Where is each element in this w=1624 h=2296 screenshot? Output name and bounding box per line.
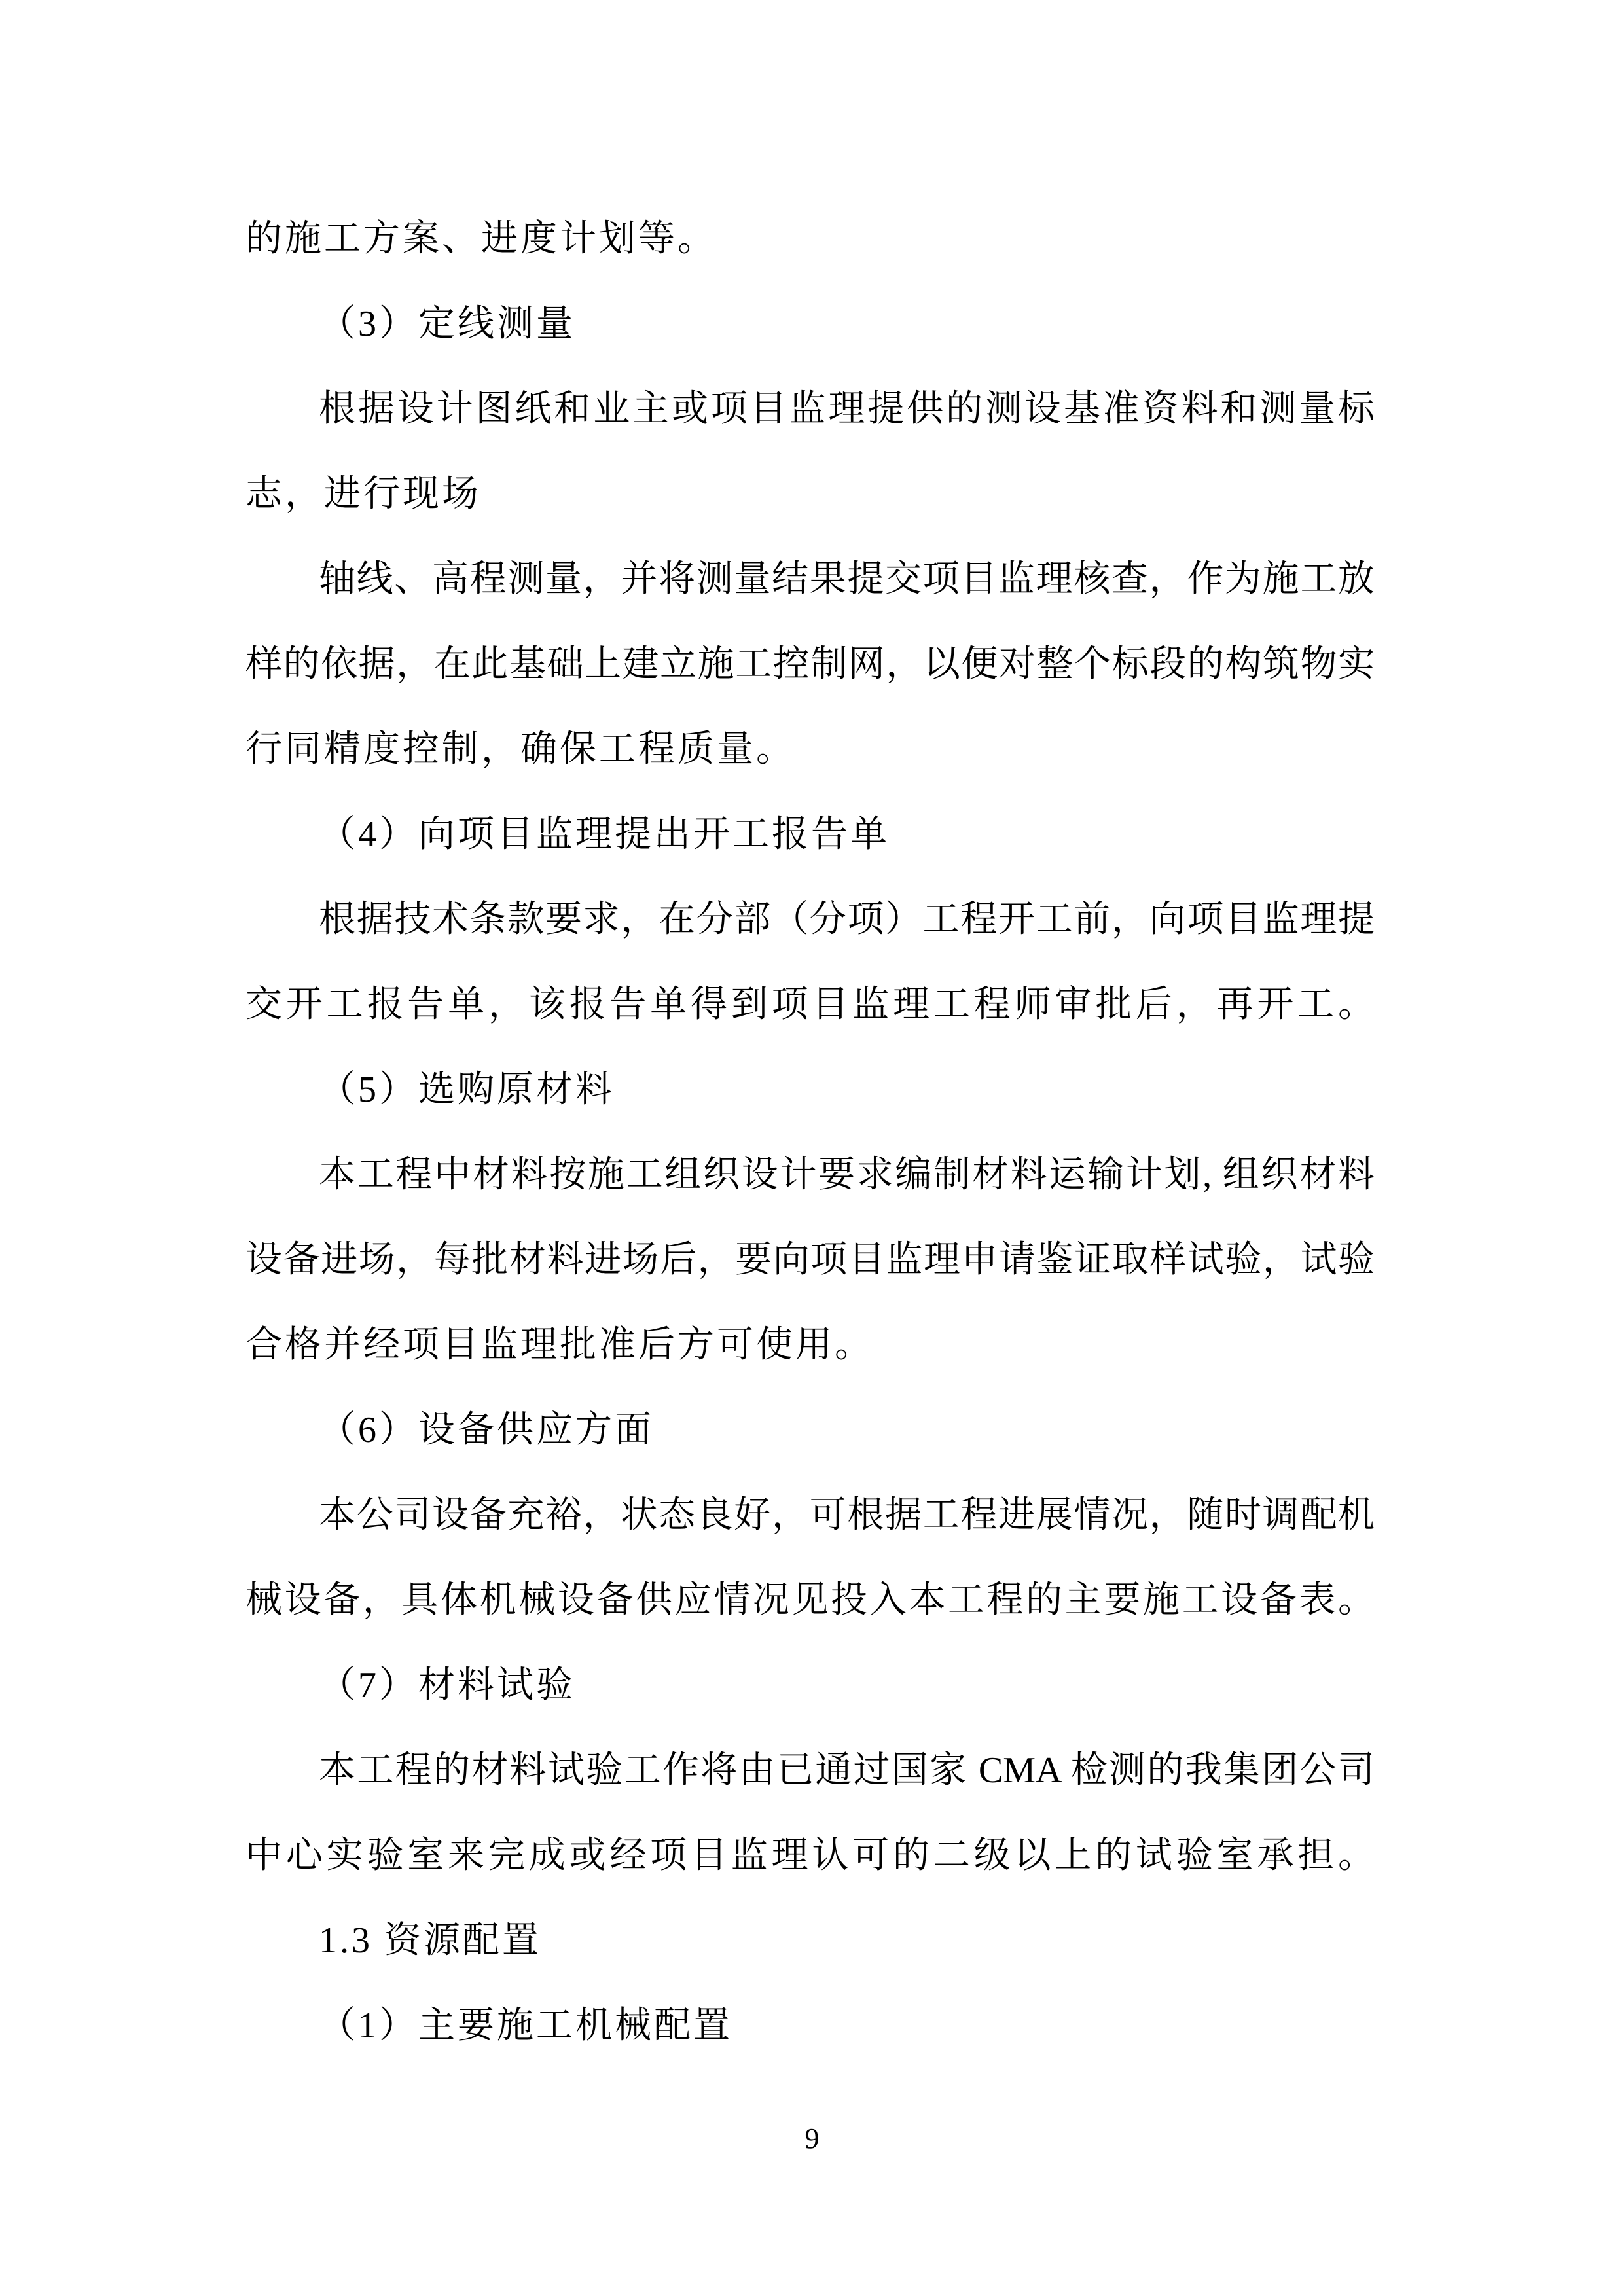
body-line: 械设备，具体机械设备供应情况见投入本工程的主要施工设备表。 (245, 1580, 1375, 1621)
heading-line: 1.3 资源配置 (319, 1920, 541, 1961)
body-line: 本工程的材料试验工作将由已通过国家 CMA 检测的我集团公司 (319, 1750, 1375, 1791)
page-content (245, 196, 1375, 2068)
body-line: 交开工报告单，该报告单得到项目监理工程师审批后，再开工。 (245, 984, 1375, 1025)
body-line: 根据技术条款要求，在分部（分项）工程开工前，向项目监理提 (319, 899, 1375, 940)
body-line: 中心实验室来完成或经项目监理认可的二级以上的试验室承担。 (245, 1835, 1375, 1876)
body-line: 轴线、高程测量，并将测量结果提交项目监理核查，作为施工放 (319, 559, 1375, 600)
heading-line: （1）主要施工机械配置 (319, 2005, 732, 2046)
body-line: 志，进行现场 (245, 474, 481, 514)
body-line: 根据设计图纸和业主或项目监理提供的测设基准资料和测量标 (319, 389, 1375, 429)
heading-line: （5）选购原材料 (319, 1069, 615, 1110)
body-line: 设备进场，每批材料进场后，要向项目监理申请鉴证取样试验，试验 (245, 1240, 1375, 1280)
heading-line: （6）设备供应方面 (319, 1410, 654, 1450)
body-line: 本公司设备充裕，状态良好，可根据工程进展情况，随时调配机 (319, 1495, 1375, 1535)
body-line: 样的依据，在此基础上建立施工控制网，以便对整个标段的构筑物实 (245, 644, 1375, 685)
body-line: 的施工方案、进度计划等。 (245, 219, 717, 259)
heading-line: （7）材料试验 (319, 1665, 575, 1706)
heading-line: （3）定线测量 (319, 304, 575, 344)
body-line: 行同精度控制，确保工程质量。 (245, 729, 795, 770)
body-line: 合格并经项目监理批准后方可使用。 (245, 1325, 874, 1365)
page-number: 9 (804, 2123, 820, 2155)
heading-line: （4）向项目监理提出开工报告单 (319, 814, 890, 855)
body-line: 本工程中材料按施工组织设计要求编制材料运输计划, 组织材料 (319, 1155, 1375, 1195)
